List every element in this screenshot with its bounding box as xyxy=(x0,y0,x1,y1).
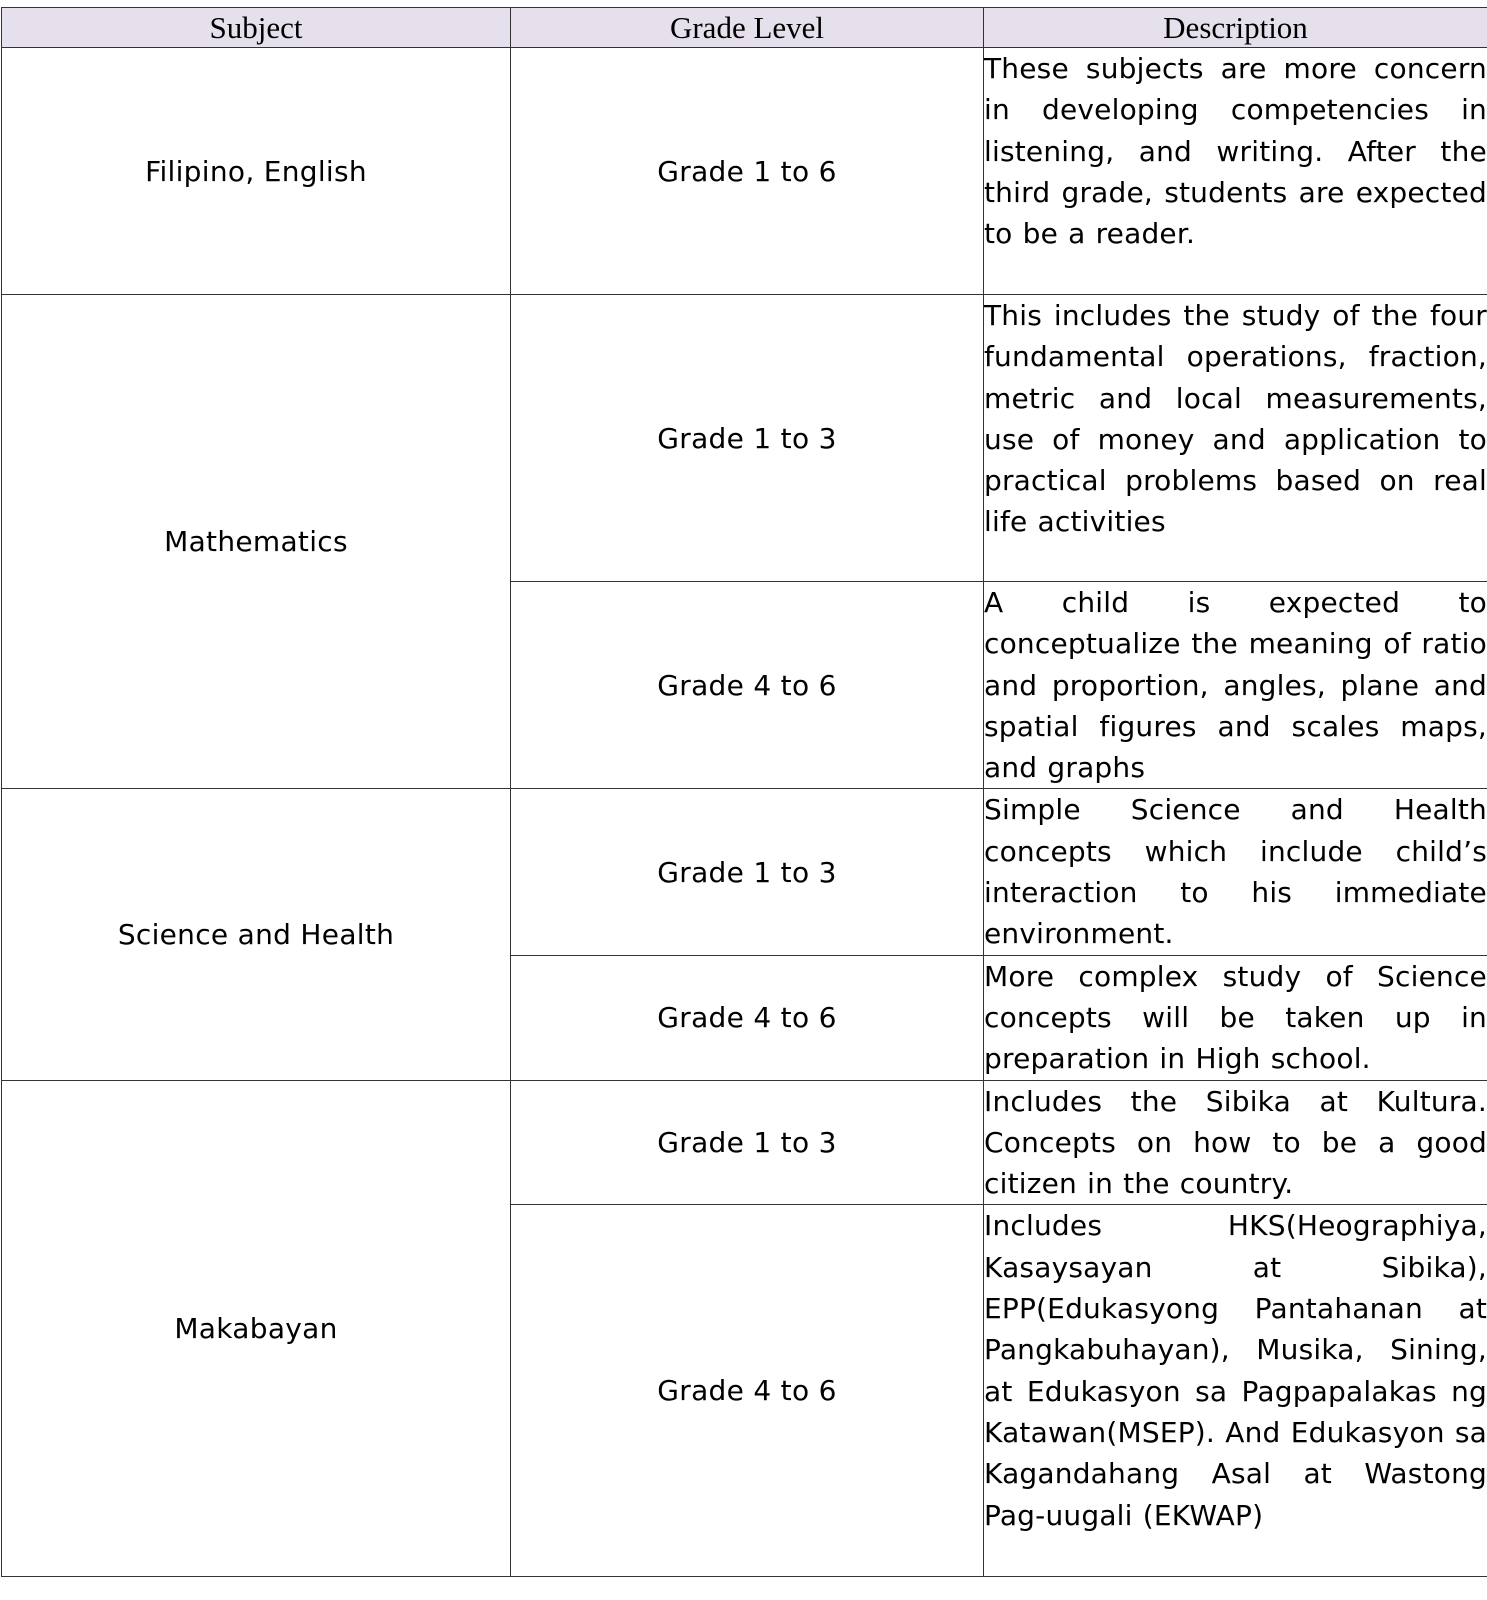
grade-cell: Grade 1 to 6 xyxy=(511,48,984,295)
grade-cell: Grade 4 to 6 xyxy=(511,955,984,1080)
grade-cell: Grade 1 to 3 xyxy=(511,789,984,955)
header-row xyxy=(2,8,1487,48)
table-header xyxy=(2,8,1487,48)
header-grade-level: Grade Level xyxy=(511,8,984,48)
curriculum-table xyxy=(1,7,1487,1577)
description-cell: This includes the study of the four fundamental operations, fraction, metric and local measurements, use of money and application to practical problems based on real life activities xyxy=(984,295,1487,582)
table-body xyxy=(2,48,1487,1577)
table-row xyxy=(2,1080,1487,1205)
description-cell: A child is expected to conceptualize the meaning of ratio and proportion, angles, plane and spatial figures and scales maps, and graphs xyxy=(984,582,1487,789)
header-subject: Subject xyxy=(2,8,511,48)
description-cell: Includes HKS(Heographiya, Kasaysayan at Sibika), EPP(Edukasyong Pantahanan at Pangkabuhayan), Musika, Sining, at Edukasyon sa Pagpapalakas ng Katawan(MSEP). And Edukasyon sa Kagandahang Asal at Wastong Pag-uugali (EKWAP) xyxy=(984,1205,1487,1577)
description-cell: These subjects are more concern in developing competencies in listening, and writing. After the third grade, students are expected to be a reader. xyxy=(984,48,1487,295)
description-cell: Simple Science and Health concepts which include child’s interaction to his immediate environment. xyxy=(984,789,1487,955)
subject-cell: Filipino, English xyxy=(2,48,511,295)
grade-cell: Grade 4 to 6 xyxy=(511,1205,984,1577)
header-description: Description xyxy=(984,8,1487,48)
grade-cell: Grade 1 to 3 xyxy=(511,295,984,582)
subject-cell: Makabayan xyxy=(2,1080,511,1577)
table-row xyxy=(2,295,1487,582)
table-row xyxy=(2,789,1487,955)
subject-cell: Science and Health xyxy=(2,789,511,1080)
grade-cell: Grade 4 to 6 xyxy=(511,582,984,789)
table-row xyxy=(2,48,1487,295)
grade-cell: Grade 1 to 3 xyxy=(511,1080,984,1205)
description-cell: More complex study of Science concepts will be taken up in preparation in High school. xyxy=(984,955,1487,1080)
subject-cell: Mathematics xyxy=(2,295,511,789)
description-cell: Includes the Sibika at Kultura. Concepts on how to be a good citizen in the country. xyxy=(984,1080,1487,1205)
